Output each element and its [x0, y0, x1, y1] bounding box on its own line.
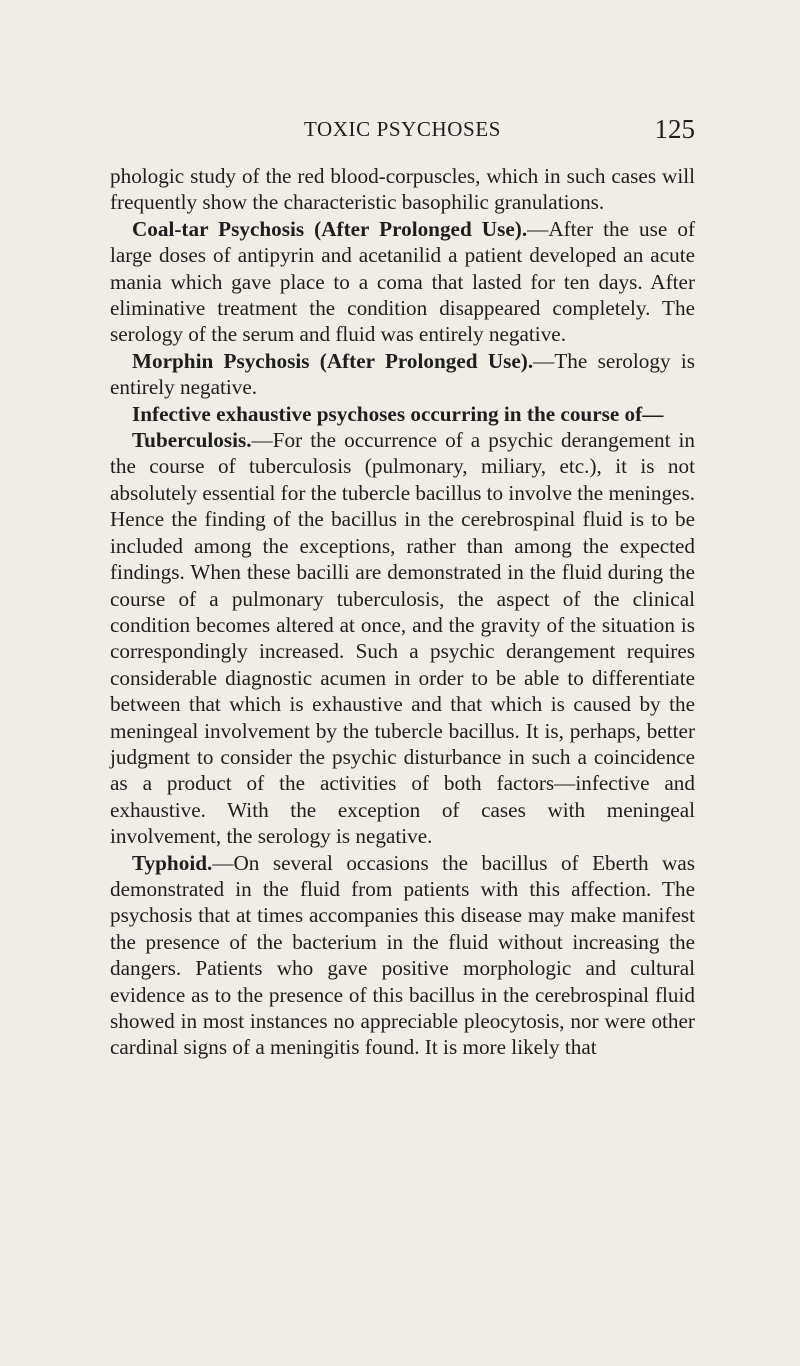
paragraph-typhoid: [110, 850, 695, 1061]
section-heading: Infective exhaustive psychoses occurring in the course of—: [132, 401, 664, 426]
section-heading: Coal-tar Psychosis (After Prolonged Use).: [132, 216, 528, 241]
running-head: [110, 112, 695, 146]
paragraph-text: —For the occurrence of a psychic derangement in the course of tuberculosis (pulmonary, miliary, etc.), it is not absolutely essential for the tubercle bacillus to involve the meninges. Hence the finding of the bacillus in the cerebrospinal fluid is to be included among the exceptions, rather than among the expected findings. When these bacilli are demonstrated in the fluid during the course of a pulmonary tuberculosis, the aspect of the clinical condition becomes altered at once, and the gravity of the situation is correspondingly increased. Such a psychic derangement requires considerable diagnostic acumen in order to be able to differentiate between that which is exhaustive and that which is caused by the meningeal involvement by the tubercle bacillus. It is, perhaps, better judgment to consider the psychic disturbance in such a coincidence as a product of the activities of both factors—infective and exhaustive. With the exception of cases with meningeal involvement, the serology is negative.: [110, 428, 695, 849]
section-heading: Typhoid.: [132, 850, 213, 875]
running-title: TOXIC PSYCHOSES: [303, 117, 502, 141]
paragraph-tuberculosis: [110, 427, 695, 850]
section-heading: Morphin Psychosis (After Prolonged Use).: [132, 348, 534, 373]
body-text: [110, 163, 695, 1061]
section-heading: Tuberculosis.: [132, 428, 252, 453]
paragraph-infective-exhaustive: [110, 401, 695, 427]
paragraph-continuation: [110, 163, 695, 216]
paragraph-text: —The serology is entirely negative.: [110, 348, 695, 400]
paragraph-coal-tar-psychosis: [110, 216, 695, 348]
paragraph-text: —After the use of large doses of antipyrin and acetanilid a patient developed an acute mania which gave place to a coma that lasted for ten days. After eliminative treatment the condition disappeared completely. The serology of the serum and fluid was entirely negative.: [110, 216, 695, 347]
paragraph-text: phologic study of the red blood-corpuscles, which in such cases will frequently show the characteristic basophilic granulations.: [110, 164, 695, 215]
page-number: 125: [654, 114, 695, 144]
paragraph-text: —On several occasions the bacillus of Eberth was demonstrated in the fluid from patients with this affection. The psychosis that at times accompanies this disease may make manifest the presence of the bacterium in the fluid without increasing the dangers. Patients who gave positive morphologic and cultural evidence as to the presence of this bacillus in the cerebrospinal fluid showed in most instances no appreciable pleocytosis, nor were other cardinal signs of a meningitis found. It is more likely that: [110, 850, 695, 1060]
paragraph-morphin-psychosis: [110, 348, 695, 401]
